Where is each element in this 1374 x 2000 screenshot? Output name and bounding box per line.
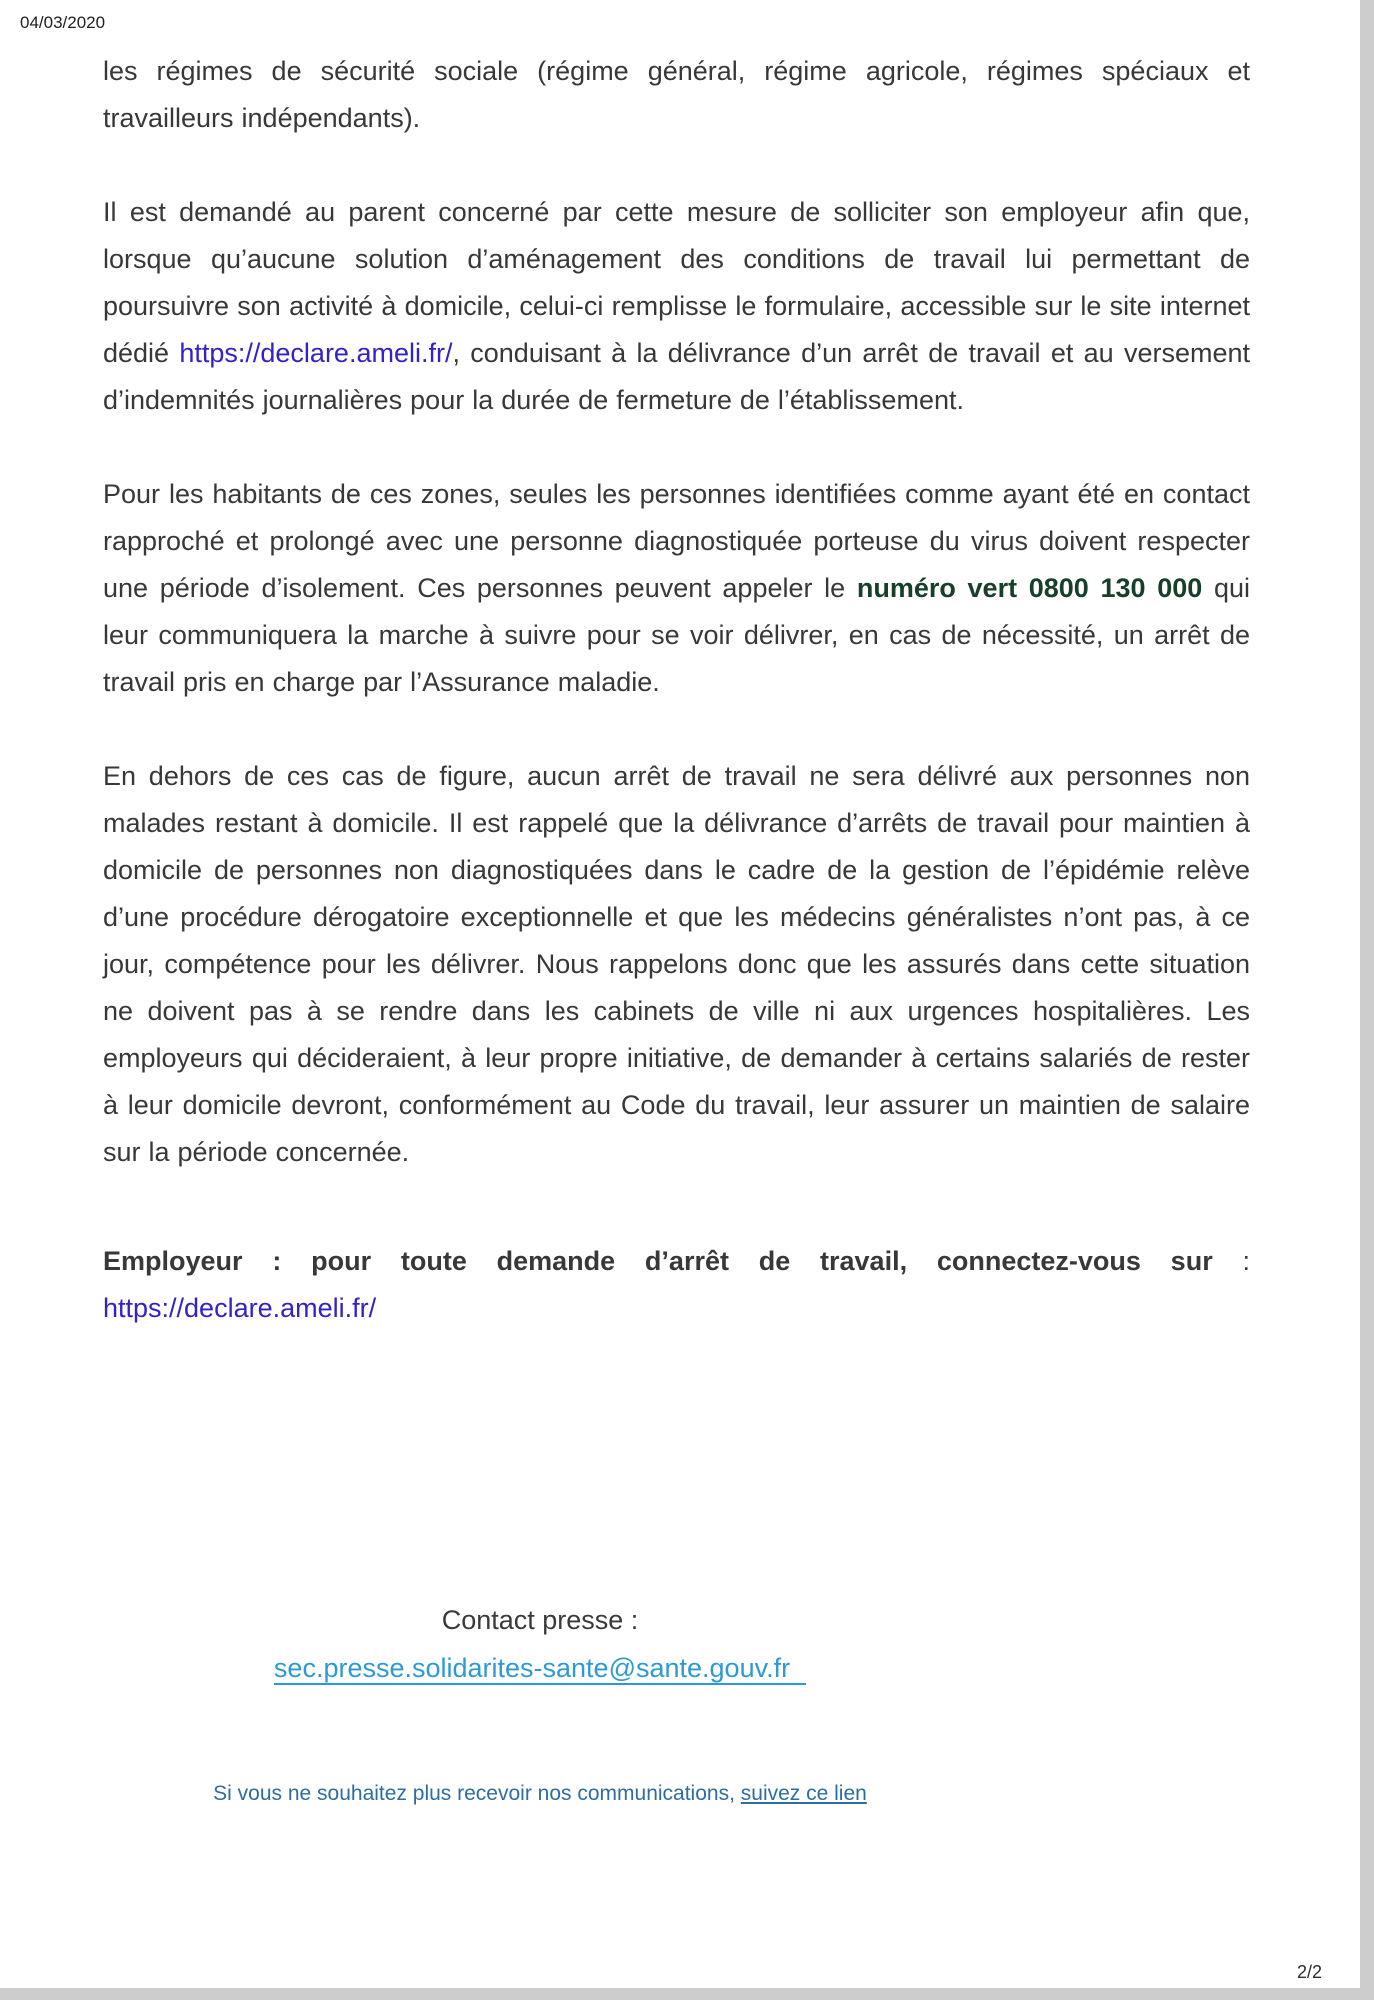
employer-callout (103, 1238, 1250, 1285)
paragraph-regimes-text: les régimes de sécurité sociale (régime général, régime agricole, régimes spéciaux et travailleurs indépendants). (103, 56, 1250, 133)
contact-email-line (0, 1648, 1080, 1688)
paragraph-arrets-travail (103, 753, 1250, 1176)
paragraph-parent-text-after: , conduisant à la délivrance d’un arrêt de travail et au versement d’indemnités journalières pour la durée de fermeture de l’établissement. (103, 338, 1250, 415)
declare-ameli-link-footer[interactable]: https://declare.ameli.fr/ (103, 1293, 377, 1323)
page-edge-right (1360, 0, 1374, 2000)
declare-ameli-link-inline[interactable]: https://declare.ameli.fr/ (179, 338, 453, 368)
paragraph-isolement-text-before: Pour les habitants de ces zones, seules les personnes identifiées comme ayant été en contact rapproché et prolongé avec une personne diagnostiquée porteuse du virus doivent respecter une période d’isolement. Ces personnes peuvent appeler le (103, 479, 1250, 603)
employer-callout-colon: : (1212, 1246, 1250, 1276)
document-date: 04/03/2020 (20, 13, 106, 32)
paragraph-regimes (103, 48, 1250, 142)
page-edge-bottom (0, 1988, 1374, 2000)
contact-press-label: Contact presse : (441, 1605, 639, 1635)
numero-vert-number: numéro vert 0800 130 000 (856, 573, 1203, 603)
document-body (103, 48, 1250, 1332)
paragraph-arrets-travail-text: En dehors de ces cas de figure, aucun arrêt de travail ne sera délivré aux personnes non malades restant à domicile. Il est rappelé que la délivrance d’arrêts de travail pour maintien à domicile de personnes non diagnostiquées dans le cadre de la gestion de l’épidémie relève d’une procédure dérogatoire exceptionnelle et que les médecins généralistes n’ont pas, à ce jour, compétence pour les délivrer. Nous rappelons donc que les assurés dans cette situation ne doivent pas à se rendre dans les cabinets de ville ni aux urgences hospitalières. Les employeurs qui décideraient, à leur propre initiative, de demander à certains salariés de rester à leur domicile devront, conformément au Code du travail, leur assurer un maintien de salaire sur la période concernée. (103, 761, 1250, 1167)
unsubscribe-line (0, 1779, 1080, 1809)
employer-callout-bold-text: Employeur : pour toute demande d’arrêt de travail, connectez-vous sur (103, 1246, 1213, 1276)
press-email-link[interactable]: sec.presse.solidarites-sante@sante.gouv.fr (274, 1653, 806, 1685)
paragraph-isolement-text-after: qui leur communiquera la marche à suivre pour se voir délivrer, en cas de nécessité, un arrêt de travail pris en charge par l’Assurance maladie. (103, 573, 1250, 697)
unsubscribe-link[interactable]: suivez ce lien (740, 1782, 867, 1805)
paragraph-parent-employeur (103, 189, 1250, 424)
page-number: 2/2 (1296, 1962, 1322, 1982)
employer-link-line (103, 1285, 1250, 1332)
paragraph-isolement (103, 471, 1250, 706)
paragraph-parent-text-before: Il est demandé au parent concerné par cette mesure de solliciter son employeur afin que, lorsque qu’aucune solution d’aménagement des conditions de travail lui permettant de poursuivre son activité à domicile, celui-ci remplisse le formulaire, accessible sur le site internet dédié (103, 197, 1250, 368)
unsubscribe-text: Si vous ne souhaitez plus recevoir nos communications, (213, 1782, 741, 1805)
